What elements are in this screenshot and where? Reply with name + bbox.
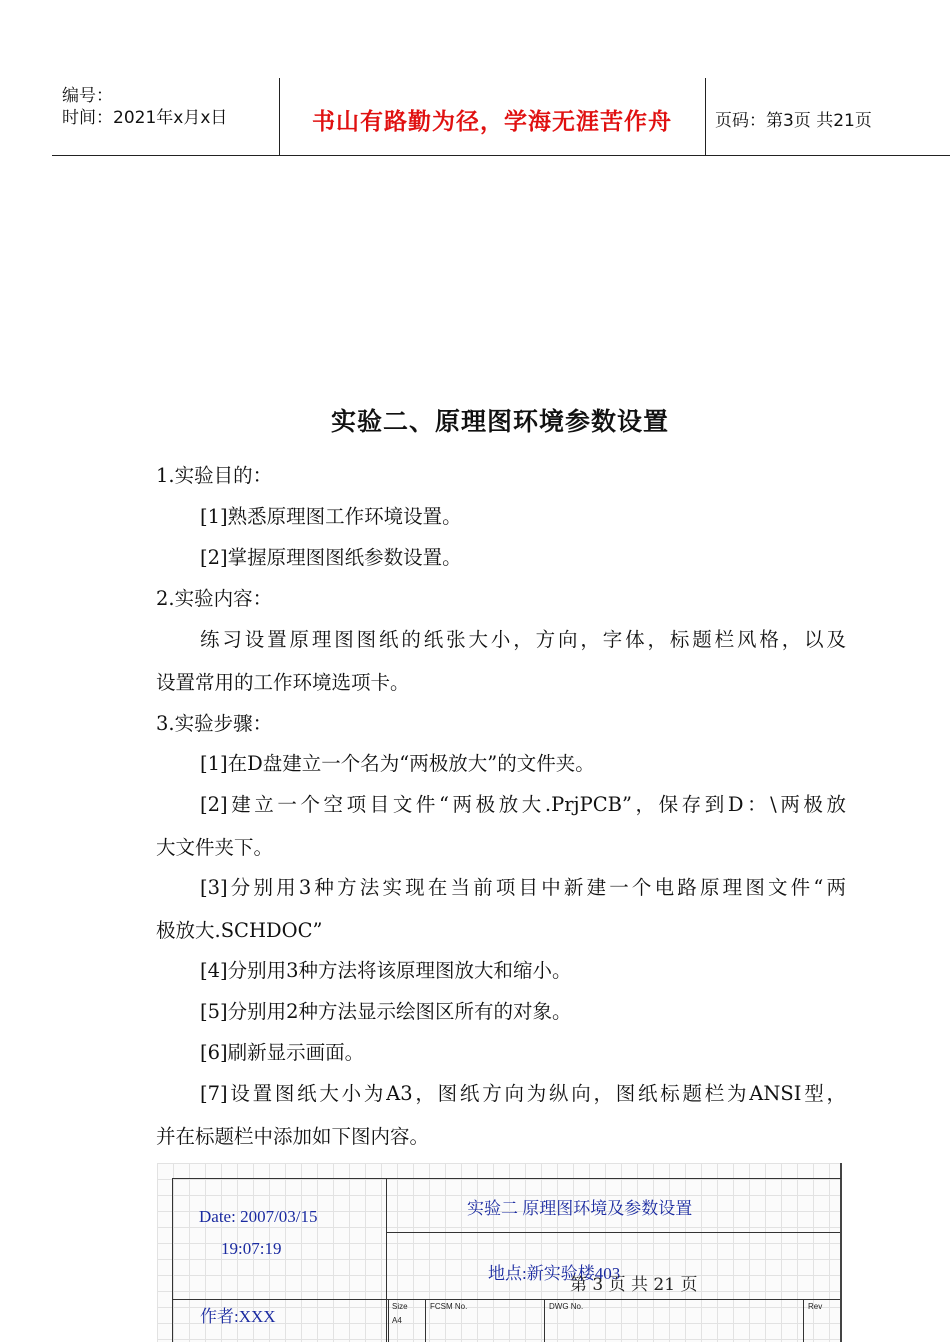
list-item-continuation: 大文件夹下。	[156, 836, 274, 859]
title-block-size-label: Size	[392, 1302, 408, 1311]
title-block-divider	[386, 1178, 387, 1342]
section-heading-content: 2.实验内容：	[156, 587, 273, 610]
title-block-date: Date: 2007/03/15	[199, 1207, 318, 1226]
title-block-fcsm-label: FCSM No.	[430, 1302, 468, 1311]
title-block-author: 作者:XXX	[200, 1307, 276, 1326]
paragraph-line: 设置常用的工作环境选项卡。	[156, 671, 410, 694]
document-time: 时间：2021年x月x日	[62, 108, 228, 128]
list-item-continuation: 并在标题栏中添加如下图内容。	[156, 1125, 430, 1148]
list-item: [6]刷新显示画面。	[200, 1041, 365, 1064]
title-block-location: 地点:新实验楼403	[488, 1264, 621, 1283]
list-item: [2]建立一个空项目文件“两极放大.PrjPCB”，保存到D：\两极放	[200, 793, 846, 816]
paragraph-line: 练习设置原理图图纸的纸张大小，方向，字体，标题栏风格，以及	[200, 628, 846, 651]
title-block-title: 实验二 原理图环境及参数设置	[467, 1199, 693, 1218]
title-block-divider	[803, 1299, 804, 1342]
title-block-divider	[425, 1299, 426, 1342]
header-page-info: 页码：第3页 共21页	[715, 111, 872, 131]
section-heading-purpose: 1.实验目的：	[156, 464, 273, 487]
header-motto: 书山有路勤为径，学海无涯苦作舟	[312, 108, 672, 135]
title-block-dwg-label: DWG No.	[549, 1302, 584, 1311]
list-item: [3]分别用3种方法实现在当前项目中新建一个电路原理图文件“两	[200, 876, 846, 899]
header-motto-cell	[279, 78, 706, 155]
section-heading-steps: 3.实验步骤：	[156, 712, 273, 735]
page-footer: 第 3 页 共 21 页	[570, 1275, 698, 1295]
list-item-continuation: 极放大.SCHDOC”	[156, 919, 323, 942]
list-item: [5]分别用2种方法显示绘图区所有的对象。	[200, 1000, 572, 1023]
list-item: [4]分别用3种方法将该原理图放大和缩小。	[200, 959, 572, 982]
list-item: [1]熟悉原理图工作环境设置。	[200, 505, 462, 528]
header-page-cell	[705, 78, 950, 155]
header-meta-cell	[52, 78, 280, 155]
title-block-rev-label: Rev	[808, 1302, 823, 1311]
title-block-divider	[388, 1299, 389, 1342]
list-item: [7]设置图纸大小为A3，图纸方向为纵向，图纸标题栏为ANSI型，	[200, 1082, 846, 1105]
list-item: [2]掌握原理图图纸参数设置。	[200, 546, 462, 569]
list-item: [1]在D盘建立一个名为“两极放大”的文件夹。	[200, 752, 595, 775]
page-header	[52, 78, 950, 156]
title-block-divider	[544, 1299, 545, 1342]
title-block-time: 19:07:19	[221, 1239, 282, 1258]
document-number: 编号：	[62, 86, 113, 106]
document-title: 实验二、原理图环境参数设置	[330, 407, 669, 436]
title-block-divider	[386, 1232, 840, 1233]
title-block-divider	[172, 1299, 840, 1300]
title-block-size-value: A4	[392, 1316, 402, 1325]
title-block-figure	[157, 1163, 842, 1342]
